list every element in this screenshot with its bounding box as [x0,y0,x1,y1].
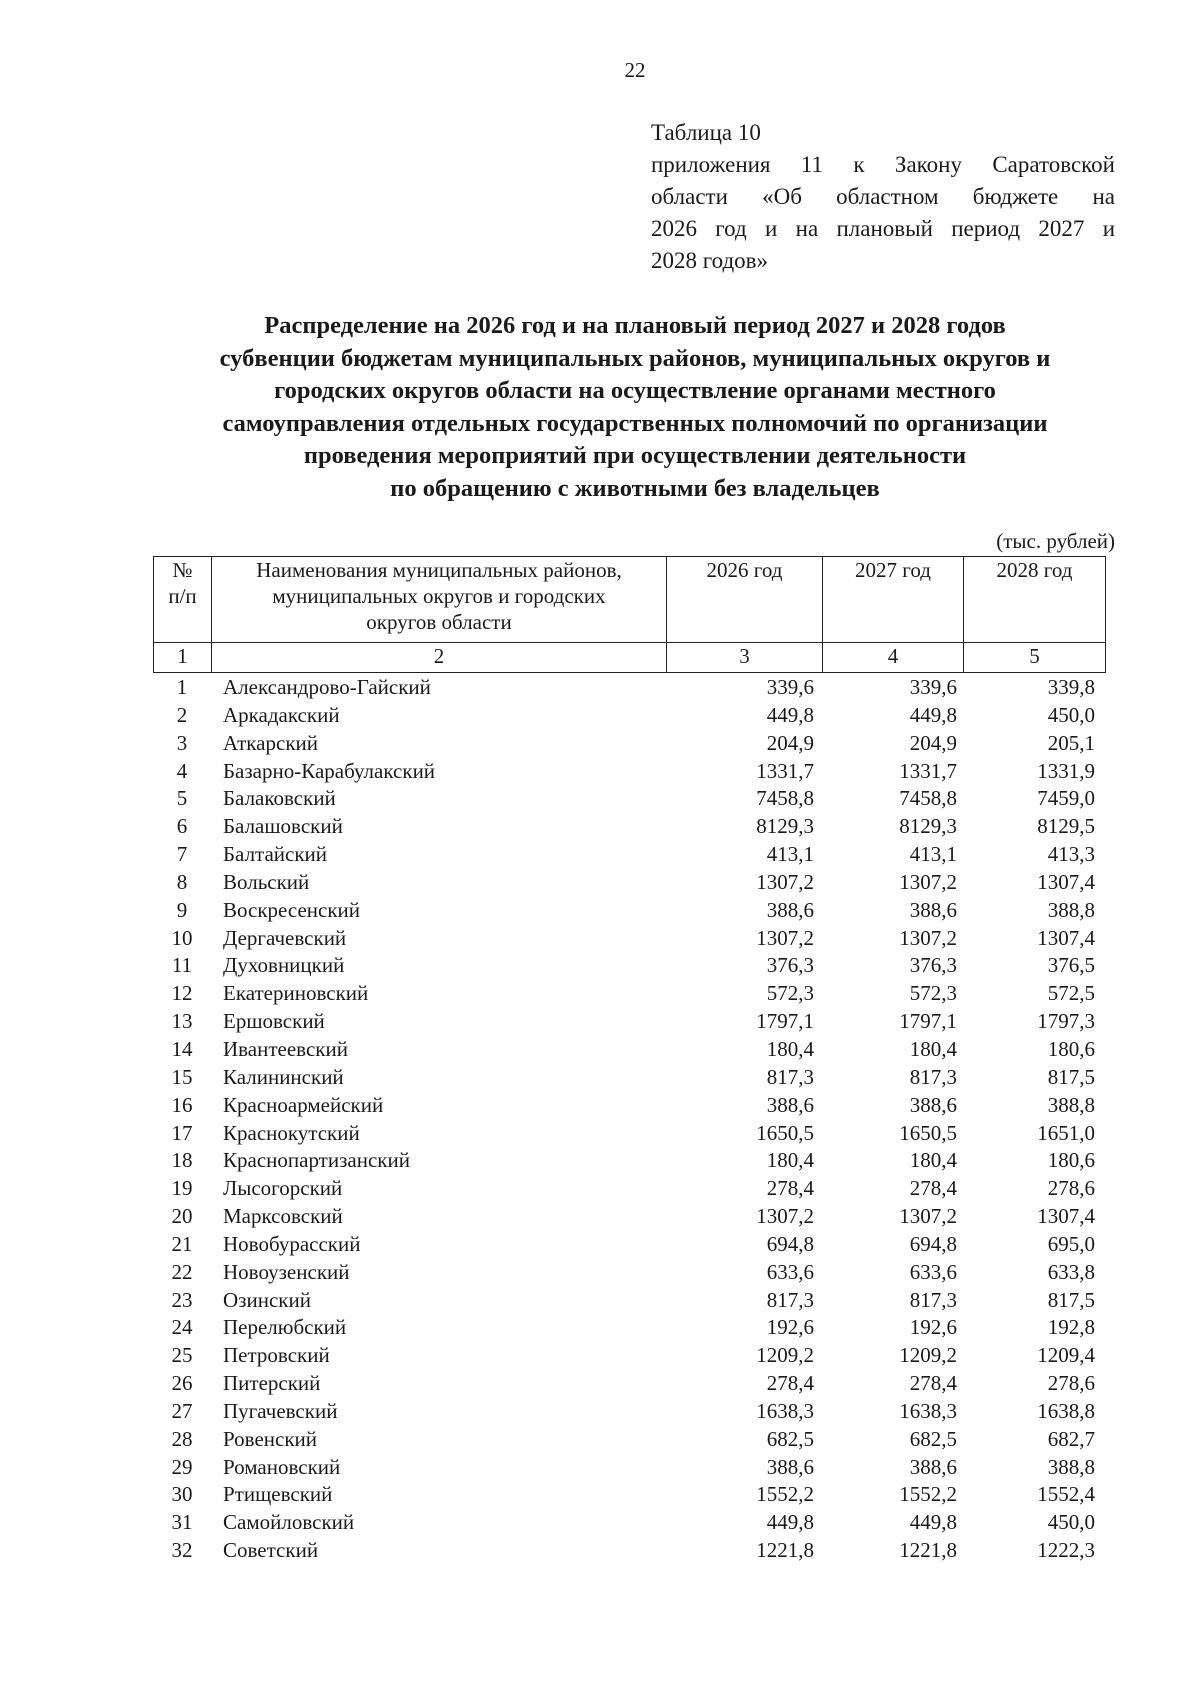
municipality-name: Лысогорский [223,1176,343,1201]
page-number: 22 [624,58,646,82]
value-2028: 376,5 [1047,953,1095,978]
table-row [153,813,1105,841]
value-2027: 192,6 [909,1315,957,1340]
value-2027: 413,1 [909,842,957,867]
table-row [153,1287,1105,1315]
municipality-name: Перелюбский [223,1315,347,1340]
value-2028: 1797,3 [1037,1009,1095,1034]
value-2028: 1638,8 [1037,1398,1095,1423]
value-2027: 449,8 [909,702,957,727]
value-2026: 449,8 [766,702,814,727]
value-2028: 388,8 [1047,897,1095,922]
table-row [153,1426,1105,1454]
municipality-name: Питерский [223,1371,321,1396]
value-2027: 376,3 [909,953,957,978]
value-2026: 1650,5 [756,1120,814,1145]
value-2028: 8129,5 [1037,814,1095,839]
row-number: 3 [176,730,188,755]
value-2026: 180,4 [766,1148,814,1173]
row-number: 17 [171,1120,193,1145]
municipality-name: Аткарский [223,730,319,755]
row-number: 4 [176,758,188,783]
value-2027: 7458,8 [899,786,957,811]
row-number: 23 [171,1287,193,1312]
col-number: 1 [154,643,212,673]
value-2027: 1331,7 [899,758,957,783]
title-line: проведения мероприятий при осуществлении деятельности [303,442,967,470]
table-row [153,841,1105,869]
annex-reference [651,117,1115,277]
value-2026: 449,8 [766,1510,814,1535]
value-2026: 413,1 [766,842,814,867]
title-line: по обращению с животными без владельцев [390,474,880,502]
value-2027: 8129,3 [899,814,957,839]
municipality-name: Самойловский [223,1510,355,1535]
value-2026: 1209,2 [756,1343,814,1368]
table-row [153,980,1105,1008]
row-number: 1 [176,675,188,699]
table-row [153,1314,1105,1342]
municipality-name: Балаковский [223,786,336,811]
row-number: 7 [176,842,188,867]
header-name: Наименования муниципальных районов, муниципальных округов и городских округов области [212,557,667,643]
value-2028: 1209,4 [1037,1343,1095,1368]
value-2026: 7458,8 [756,786,814,811]
table-row [153,1092,1105,1120]
value-2028: 339,8 [1047,675,1095,699]
col-number: 4 [823,643,964,673]
col-number: 3 [667,643,823,673]
municipality-name: Новобурасский [223,1231,361,1256]
document-title [150,310,1120,506]
row-number: 32 [171,1538,193,1563]
row-number: 20 [171,1204,193,1229]
value-2028: 817,5 [1047,1064,1095,1089]
value-2027: 180,4 [909,1148,957,1173]
table-body [153,674,1105,1565]
municipality-name: Пугачевский [223,1398,338,1423]
row-number: 22 [171,1259,193,1284]
table-row [153,1036,1105,1064]
table-row [153,702,1105,730]
row-number: 14 [171,1036,193,1061]
value-2026: 388,6 [766,897,814,922]
municipality-name: Советский [223,1538,319,1563]
title-line: субвенции бюджетам муниципальных районов, муниципальных округов и [219,344,1051,372]
value-2027: 817,3 [909,1064,957,1089]
value-2028: 180,6 [1047,1148,1095,1173]
value-2026: 180,4 [766,1036,814,1061]
annex-line: области «Об областном бюджете на [651,184,1115,209]
municipality-name: Краснопартизанский [223,1148,410,1173]
value-2027: 1307,2 [899,869,957,894]
value-2027: 1307,2 [899,925,957,950]
value-2026: 1331,7 [756,758,814,783]
table-row [153,1481,1105,1509]
row-number: 18 [171,1148,193,1173]
value-2027: 817,3 [909,1287,957,1312]
value-2028: 1307,4 [1037,925,1095,950]
value-2028: 633,8 [1047,1259,1095,1284]
value-2028: 180,6 [1047,1036,1095,1061]
annex-line: Таблица 10 [651,120,761,145]
row-number: 10 [171,925,193,950]
table-row [153,925,1105,953]
value-2027: 1307,2 [899,1204,957,1229]
value-2027: 682,5 [909,1426,957,1451]
header-2028: 2028 год [964,557,1106,643]
row-number: 15 [171,1064,193,1089]
title-line: самоуправления отдельных государственных полномочий по организации [222,409,1048,437]
value-2026: 1221,8 [756,1538,814,1563]
municipality-name: Дергачевский [223,925,347,950]
value-2026: 572,3 [766,981,814,1006]
value-2026: 633,6 [766,1259,814,1284]
title-line: Распределение на 2026 год и на плановый период 2027 и 2028 годов [264,312,1006,339]
value-2027: 339,6 [909,675,957,699]
municipality-name: Александрово-Гайский [223,675,431,699]
value-2028: 205,1 [1047,730,1095,755]
municipality-name: Вольский [223,869,310,894]
municipality-name: Балашовский [223,814,343,839]
row-number: 2 [176,702,188,727]
col-number: 2 [212,643,667,673]
table-row [153,758,1105,786]
value-2028: 1651,0 [1037,1120,1095,1145]
table-row [153,1231,1105,1259]
value-2026: 1552,2 [756,1482,814,1507]
table-row [153,1370,1105,1398]
value-2028: 7459,0 [1037,786,1095,811]
row-number: 6 [176,814,188,839]
municipality-name: Аркадакский [223,702,340,727]
municipality-name: Ртищевский [223,1482,333,1507]
municipality-name: Ровенский [223,1426,318,1451]
table-row [153,1175,1105,1203]
value-2027: 1209,2 [899,1343,957,1368]
row-number: 12 [171,981,193,1006]
value-2026: 204,9 [766,730,814,755]
table-row [153,785,1105,813]
value-2026: 192,6 [766,1315,814,1340]
value-2026: 1307,2 [756,869,814,894]
table-row [153,674,1105,702]
value-2027: 388,6 [909,897,957,922]
value-2028: 450,0 [1047,702,1095,727]
row-number: 28 [171,1426,193,1451]
row-number: 31 [171,1510,193,1535]
value-2026: 376,3 [766,953,814,978]
value-2026: 682,5 [766,1426,814,1451]
municipality-name: Калининский [223,1064,344,1089]
row-number: 5 [176,786,188,811]
table-row [153,869,1105,897]
value-2028: 278,6 [1047,1371,1095,1396]
column-number-row [154,643,1106,673]
annex-line: 2028 годов» [651,248,769,273]
row-number: 21 [171,1231,193,1256]
table-row [153,1203,1105,1231]
value-2027: 388,6 [909,1454,957,1479]
value-2026: 339,6 [766,675,814,699]
value-2028: 278,6 [1047,1176,1095,1201]
municipality-name: Красноармейский [223,1092,384,1117]
municipality-name: Новоузенский [223,1259,350,1284]
row-number: 16 [171,1092,193,1117]
municipality-name: Озинский [223,1287,311,1312]
value-2028: 695,0 [1047,1231,1095,1256]
value-2026: 388,6 [766,1092,814,1117]
row-number: 25 [171,1343,193,1368]
table-row [153,1259,1105,1287]
value-2027: 388,6 [909,1092,957,1117]
table-header [153,556,1106,673]
table-row [153,1509,1105,1537]
value-2026: 817,3 [766,1287,814,1312]
row-number: 26 [171,1371,193,1396]
value-2026: 694,8 [766,1231,814,1256]
value-2026: 388,6 [766,1454,814,1479]
row-number: 13 [171,1009,193,1034]
value-2027: 694,8 [909,1231,957,1256]
row-number: 8 [176,869,188,894]
municipality-name: Базарно-Карабулакский [223,758,436,783]
col-number: 5 [964,643,1106,673]
value-2026: 1307,2 [756,1204,814,1229]
value-2026: 278,4 [766,1176,814,1201]
municipality-name: Балтайский [223,842,328,867]
row-number: 27 [171,1398,193,1423]
table-row [153,1120,1105,1148]
value-2027: 1638,3 [899,1398,957,1423]
municipality-name: Петровский [223,1343,330,1368]
value-2027: 449,8 [909,1510,957,1535]
value-2028: 1307,4 [1037,869,1095,894]
annex-line: 2026 год и на плановый период 2027 и [651,216,1115,241]
row-number: 29 [171,1454,193,1479]
municipality-name: Воскресенский [223,897,361,922]
value-2028: 572,5 [1047,981,1095,1006]
municipality-name: Краснокутский [223,1120,360,1145]
value-2027: 204,9 [909,730,957,755]
value-2027: 1650,5 [899,1120,957,1145]
value-2028: 682,7 [1047,1426,1095,1451]
row-number: 11 [171,953,193,978]
value-2027: 572,3 [909,981,957,1006]
table-row [153,1008,1105,1036]
row-number: 9 [176,897,188,922]
value-2027: 278,4 [909,1176,957,1201]
table-row [153,1342,1105,1370]
municipality-name: Романовский [223,1454,341,1479]
value-2028: 1307,4 [1037,1204,1095,1229]
municipality-name: Ершовский [223,1009,325,1034]
unit-note: (тыс. рублей) [996,529,1115,553]
row-number: 19 [171,1176,193,1201]
value-2028: 450,0 [1047,1510,1095,1535]
value-2027: 1552,2 [899,1482,957,1507]
annex-line: приложения 11 к Закону Саратовской [651,152,1115,177]
value-2028: 1222,3 [1037,1538,1095,1563]
table-row [153,1398,1105,1426]
value-2028: 388,8 [1047,1092,1095,1117]
value-2027: 1221,8 [899,1538,957,1563]
municipality-name: Марксовский [223,1204,343,1229]
table-row [153,730,1105,758]
value-2027: 278,4 [909,1371,957,1396]
value-2028: 388,8 [1047,1454,1095,1479]
table-row [153,897,1105,925]
value-2027: 1797,1 [899,1009,957,1034]
table-row [153,1064,1105,1092]
table-row [153,952,1105,980]
municipality-name: Ивантеевский [223,1036,348,1061]
municipality-name: Екатериновский [223,981,369,1006]
value-2026: 8129,3 [756,814,814,839]
value-2026: 1638,3 [756,1398,814,1423]
row-number: 30 [171,1482,193,1507]
table-row [153,1147,1105,1175]
header-2026: 2026 год [667,557,823,643]
value-2027: 633,6 [909,1259,957,1284]
value-2027: 180,4 [909,1036,957,1061]
value-2026: 817,3 [766,1064,814,1089]
table-row [153,1454,1105,1482]
value-2028: 1552,4 [1037,1482,1095,1507]
value-2026: 278,4 [766,1371,814,1396]
title-line: городских округов области на осуществление органами местного [274,377,996,405]
value-2028: 413,3 [1047,842,1095,867]
value-2026: 1797,1 [756,1009,814,1034]
value-2028: 1331,9 [1037,758,1095,783]
value-2026: 1307,2 [756,925,814,950]
municipality-name: Духовницкий [223,953,345,978]
header-2027: 2027 год [823,557,964,643]
value-2028: 817,5 [1047,1287,1095,1312]
row-number: 24 [171,1315,193,1340]
value-2028: 192,8 [1047,1315,1095,1340]
table-row [153,1537,1105,1565]
header-num: № п/п [154,557,212,643]
